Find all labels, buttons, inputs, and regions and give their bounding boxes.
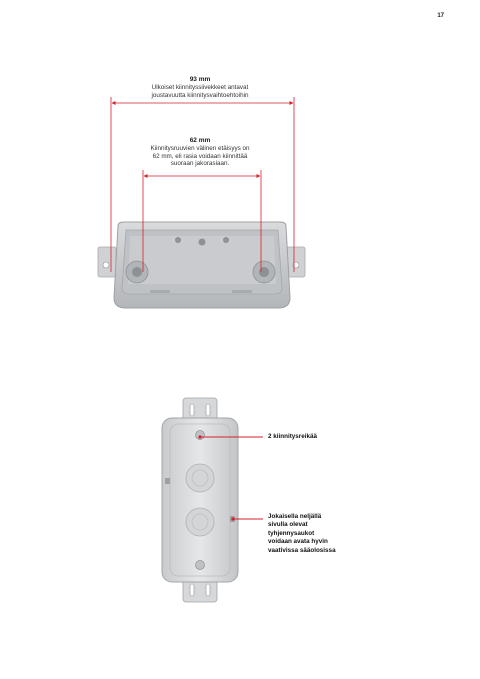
box-back-panel [162,418,238,582]
drainage-line-1: Jokaisella neljällä [268,513,322,520]
drainage-line-5: vaativissa sääolosissa [268,546,336,554]
page-number: 17 [437,13,444,19]
junction-box-top-view [98,222,305,308]
inner-dimension-value: 62 mm [189,137,211,144]
outer-dimension-value: 93 mm [189,76,211,83]
inner-caption-line-2: 62 mm, eli rasia voidaan kiinnittää [152,152,248,160]
outer-caption-line-1: Ulkoiset kiinnityssiivekkeet antavat [151,84,249,91]
inner-caption-line-1: Kiinnitysruuvien välinen etäisyys on [150,145,250,152]
lower-screw-hole [196,561,205,570]
drainage-line-3: tyhjennysaukot [268,529,315,537]
holes-callout: 2 kiinnitysreikää [268,433,318,440]
drainage-line-4: voidaan avata hyvin [268,538,328,546]
drainage-callout [268,513,388,555]
outer-caption-line-2: joustavuutta kiinnitysvaihtoehtoihin [151,91,249,99]
drainage-line-2: sivulla olevat [268,521,308,529]
junction-box-back-view [162,398,238,602]
inner-caption-line-3: suoraan jakorasiaan. [170,160,230,168]
